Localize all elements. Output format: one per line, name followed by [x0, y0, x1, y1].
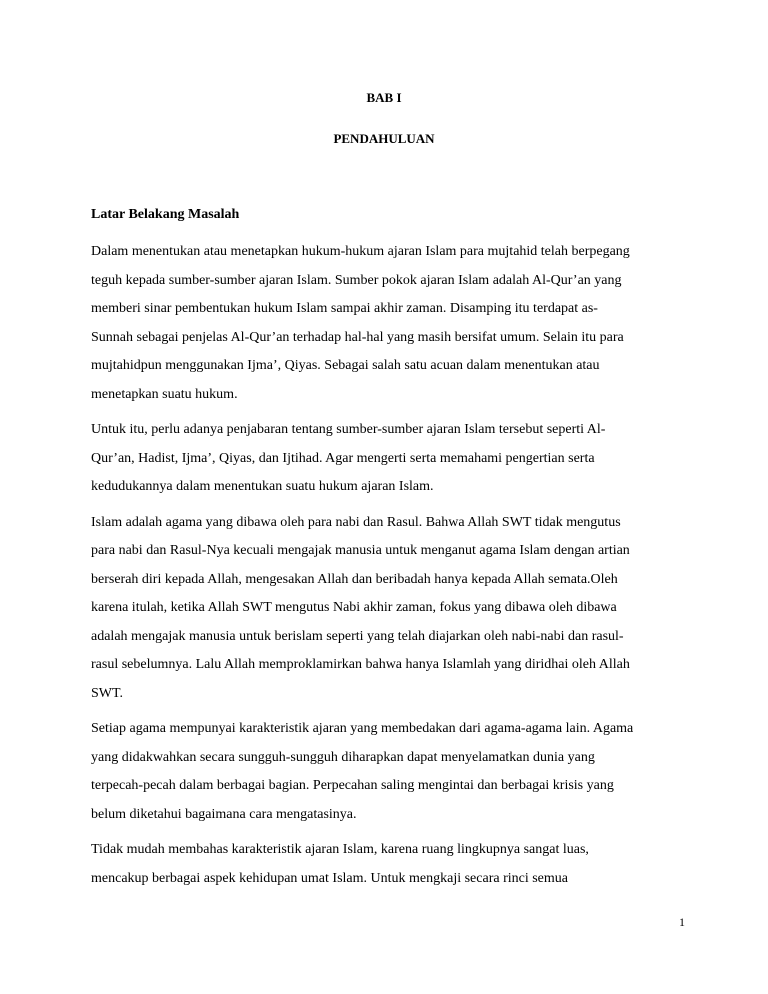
paragraph-line: Dalam menentukan atau menetapkan hukum-hukum ajaran Islam para mujtahid telah berpegang — [91, 244, 630, 259]
paragraph-2 — [91, 416, 691, 502]
paragraph-1 — [91, 238, 691, 409]
paragraph-5 — [91, 836, 691, 893]
paragraph-line: kedudukannya dalam menentukan suatu hukum ajaran Islam. — [91, 479, 434, 494]
paragraph-line: rasul sebelumnya. Lalu Allah memproklamirkan bahwa hanya Islamlah yang diridhai oleh Allah — [91, 657, 630, 672]
paragraph-line: adalah mengajak manusia untuk berislam seperti yang telah diajarkan oleh nabi-nabi dan rasul- — [91, 628, 624, 644]
chapter-number: BAB I — [366, 90, 402, 105]
paragraph-line: para nabi dan Rasul-Nya kecuali mengajak manusia untuk menganut agama Islam dengan artian — [91, 543, 630, 558]
paragraph-line: mencakup berbagai aspek kehidupan umat Islam. Untuk mengkaji secara rinci semua — [91, 870, 568, 886]
paragraph-line: SWT. — [91, 685, 124, 701]
paragraph-line: Islam adalah agama yang dibawa oleh para nabi dan Rasul. Bahwa Allah SWT tidak mengutus — [91, 514, 621, 530]
document-body — [91, 206, 691, 900]
paragraph-line: Tidak mudah membahas karakteristik ajaran Islam, karena ruang lingkupnya sangat luas, — [91, 842, 589, 857]
paragraph-line: teguh kepada sumber-sumber ajaran Islam. Sumber pokok ajaran Islam adalah Al-Qur’an yang — [91, 272, 622, 288]
paragraph-line: Qur’an, Hadist, Ijma’, Qiyas, dan Ijtihad. Agar mengerti serta memahami pengertian serta — [91, 450, 595, 466]
section-heading: Latar Belakang Masalah — [91, 207, 240, 222]
page-number: 1 — [679, 915, 685, 929]
paragraph-line: belum diketahui bagaimana cara mengatasinya. — [91, 806, 357, 822]
paragraph-line: mujtahidpun menggunakan Ijma’, Qiyas. Sebagai salah satu acuan dalam menentukan atau — [91, 358, 600, 373]
paragraph-line: Setiap agama mempunyai karakteristik ajaran yang membedakan dari agama-agama lain. Agama — [91, 721, 634, 736]
paragraph-line: menetapkan suatu hukum. — [91, 386, 238, 402]
paragraph-line: karena itulah, ketika Allah SWT mengutus Nabi akhir zaman, fokus yang dibawa oleh dibawa — [91, 600, 617, 615]
chapter-title: PENDAHULUAN — [333, 131, 435, 146]
paragraph-line: Sunnah sebagai penjelas Al-Qur’an terhadap hal-hal yang masih bersifat umum. Selain itu para — [91, 329, 624, 345]
paragraph-line: terpecah-pecah dalam berbagai bagian. Perpecahan saling mengintai dan berbagai krisis yang — [91, 778, 614, 793]
paragraph-4 — [91, 715, 691, 829]
paragraph-line: berserah diri kepada Allah, mengesakan Allah dan beribadah hanya kepada Allah semata.Oleh — [91, 571, 618, 587]
paragraph-line: yang didakwahkan secara sungguh-sungguh diharapkan dapat menyelamatkan dunia yang — [91, 749, 595, 765]
paragraph-line: Untuk itu, perlu adanya penjabaran tentang sumber-sumber ajaran Islam tersebut seperti Al- — [91, 422, 606, 437]
paragraph-3 — [91, 509, 691, 709]
paragraph-line: memberi sinar pembentukan hukum Islam sampai akhir zaman. Disamping itu terdapat as- — [91, 301, 598, 316]
